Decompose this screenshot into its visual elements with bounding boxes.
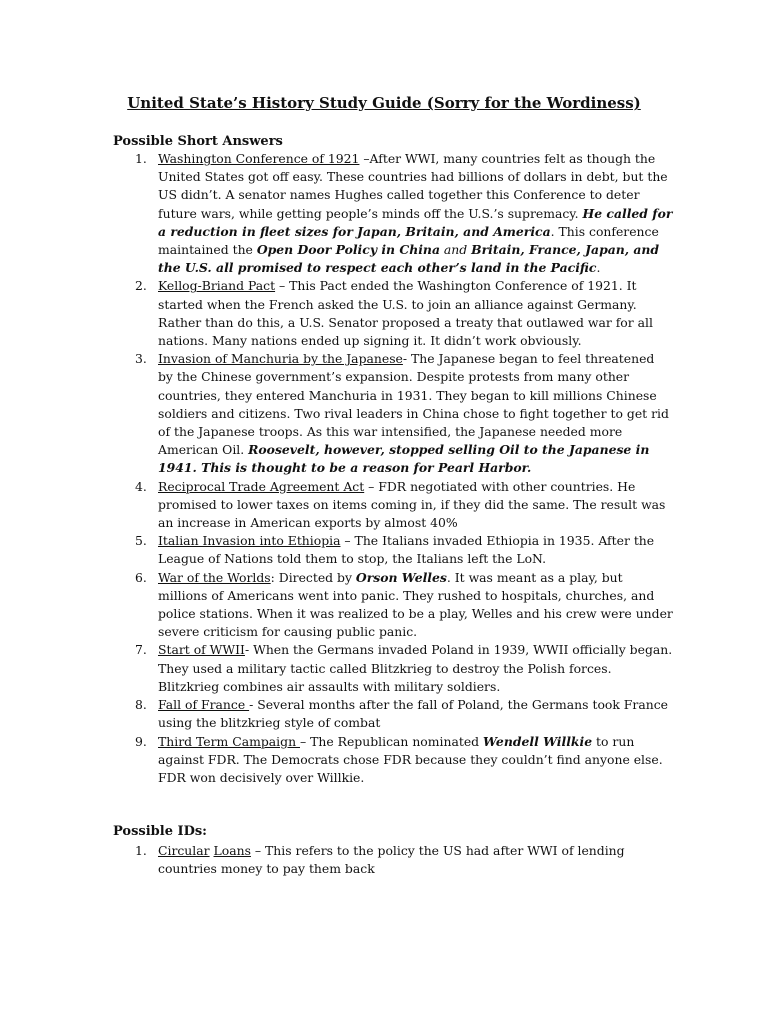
list-item — [113, 842, 673, 878]
item-text: : Directed by — [270, 569, 356, 585]
short-answers-heading: Possible Short Answers — [113, 134, 283, 149]
list-item-number: 8. — [135, 697, 147, 713]
list-item — [113, 641, 673, 696]
item-text: . This conference maintained the — [158, 223, 659, 258]
item-text: . It was meant as a play, but millions of Americans went into panic. They rushed to hospitals, churches, and police stations. When it was realized to be a play, Welles and his crew were under severe criticism for causing public panic. — [158, 569, 673, 640]
item-term: Kellog-Briand Pact — [158, 278, 276, 294]
list-item — [113, 150, 673, 277]
item-term: Fall of France — [158, 697, 250, 713]
item-text: –After WWI, many countries felt as though the United States got off easy. These countries had billions of dollars in debt, but the US didn’t. A senator names Hughes called together this Conference to deter future wars, while getting people’s minds off the U.S.’s supremacy. — [158, 151, 668, 221]
ids-list — [113, 842, 673, 878]
list-item-number: 4. — [135, 478, 147, 494]
item-text: - Several months after the fall of Poland, the Germans took France using the blitzkrieg style of combat — [158, 697, 668, 731]
item-term: Invasion of Manchuria by the Japanese — [158, 351, 403, 367]
list-item — [113, 733, 673, 788]
item-term: Italian Invasion into Ethiopia — [158, 533, 341, 549]
item-text: – FDR negotiated with other countries. He promised to lower taxes on items coming in, if they did the same. The result was an increase in American exports by almost 40% — [158, 478, 666, 531]
item-term: Reciprocal Trade Agreement Act — [158, 478, 365, 494]
emphasis-text: He called for a reduction in fleet sizes for Japan, Britain, and America — [158, 205, 673, 239]
list-item-number: 3. — [135, 351, 147, 367]
emphasis-text: Orson Welles — [355, 569, 447, 585]
list-item-number: 2. — [135, 278, 147, 294]
item-text: – This refers to the policy the US had after WWI of lending countries money to pay them back — [158, 843, 625, 877]
item-text: – The Republican nominated — [300, 733, 484, 749]
item-term: Washington Conference of 1921 — [158, 151, 360, 166]
item-text: – This Pact ended the Washington Conference of 1921. It started when the French asked the U.S. to join an alliance against Germany. Rather than do this, a U.S. Senator proposed a treaty that outlawed war for all nations. Many nations ended up signing it. It didn’t work obviously. — [158, 278, 653, 349]
list-item — [113, 532, 673, 568]
item-term: Third Term Campaign — [158, 733, 300, 749]
item-text: to run against FDR. The Democrats chose FDR because they couldn’t find anyone else. FDR won decisively over Willkie. — [158, 733, 663, 785]
item-text: . — [596, 260, 601, 276]
item-text: - The Japanese began to feel threatened by the Chinese government’s expansion. Despite protests from many other countries, they entered Manchuria in 1931. They began to kill millions Chinese soldiers and citizens. Two rival leaders in China chose to fight together to get rid of the Japanese troops. As this war intensified, the Japanese needed more American Oil. — [158, 351, 669, 458]
list-item-number: 6. — [135, 569, 147, 585]
item-text: - When the Germans invaded Poland in 1939, WWII officially began. They used a military tactic called Blitzkrieg to destroy the Polish forces. Blitzkrieg combines air assaults with military soldiers. — [158, 642, 673, 694]
emphasis-text: Roosevelt, however, stopped selling Oil to the Japanese in 1941. This is thought to be a reason for Pearl Harbor. — [158, 442, 650, 476]
document-title: United State’s History Study Guide (Sorry for the Wordiness) — [127, 94, 641, 112]
list-item-number: 1. — [135, 151, 147, 166]
short-answers-list — [113, 150, 673, 787]
emphasis-text: and — [439, 242, 472, 258]
emphasis-text: Open Door Policy in China — [256, 242, 440, 258]
list-item-number: 9. — [135, 733, 147, 749]
list-item-number: 1. — [135, 843, 147, 858]
list-item — [113, 478, 673, 533]
ids-heading: Possible IDs: — [113, 824, 207, 839]
list-item-number: 5. — [135, 533, 147, 549]
emphasis-text: Britain, France, Japan, and the U.S. all promised to respect each other’s land in the Pacific — [158, 242, 660, 276]
list-item-number: 7. — [135, 642, 147, 658]
emphasis-text: Wendell Willkie — [483, 733, 593, 749]
item-term: Loans — [213, 843, 251, 858]
item-term: Start of WWII — [158, 642, 245, 658]
list-item — [113, 569, 673, 642]
item-term: Circular — [158, 843, 210, 858]
list-item — [113, 350, 673, 477]
item-term: War of the Worlds — [158, 569, 271, 585]
item-text: – The Italians invaded Ethiopia in 1935. After the League of Nations told them to stop, the Italians left the LoN. — [158, 533, 655, 567]
list-item — [113, 696, 673, 732]
list-item — [113, 277, 673, 350]
